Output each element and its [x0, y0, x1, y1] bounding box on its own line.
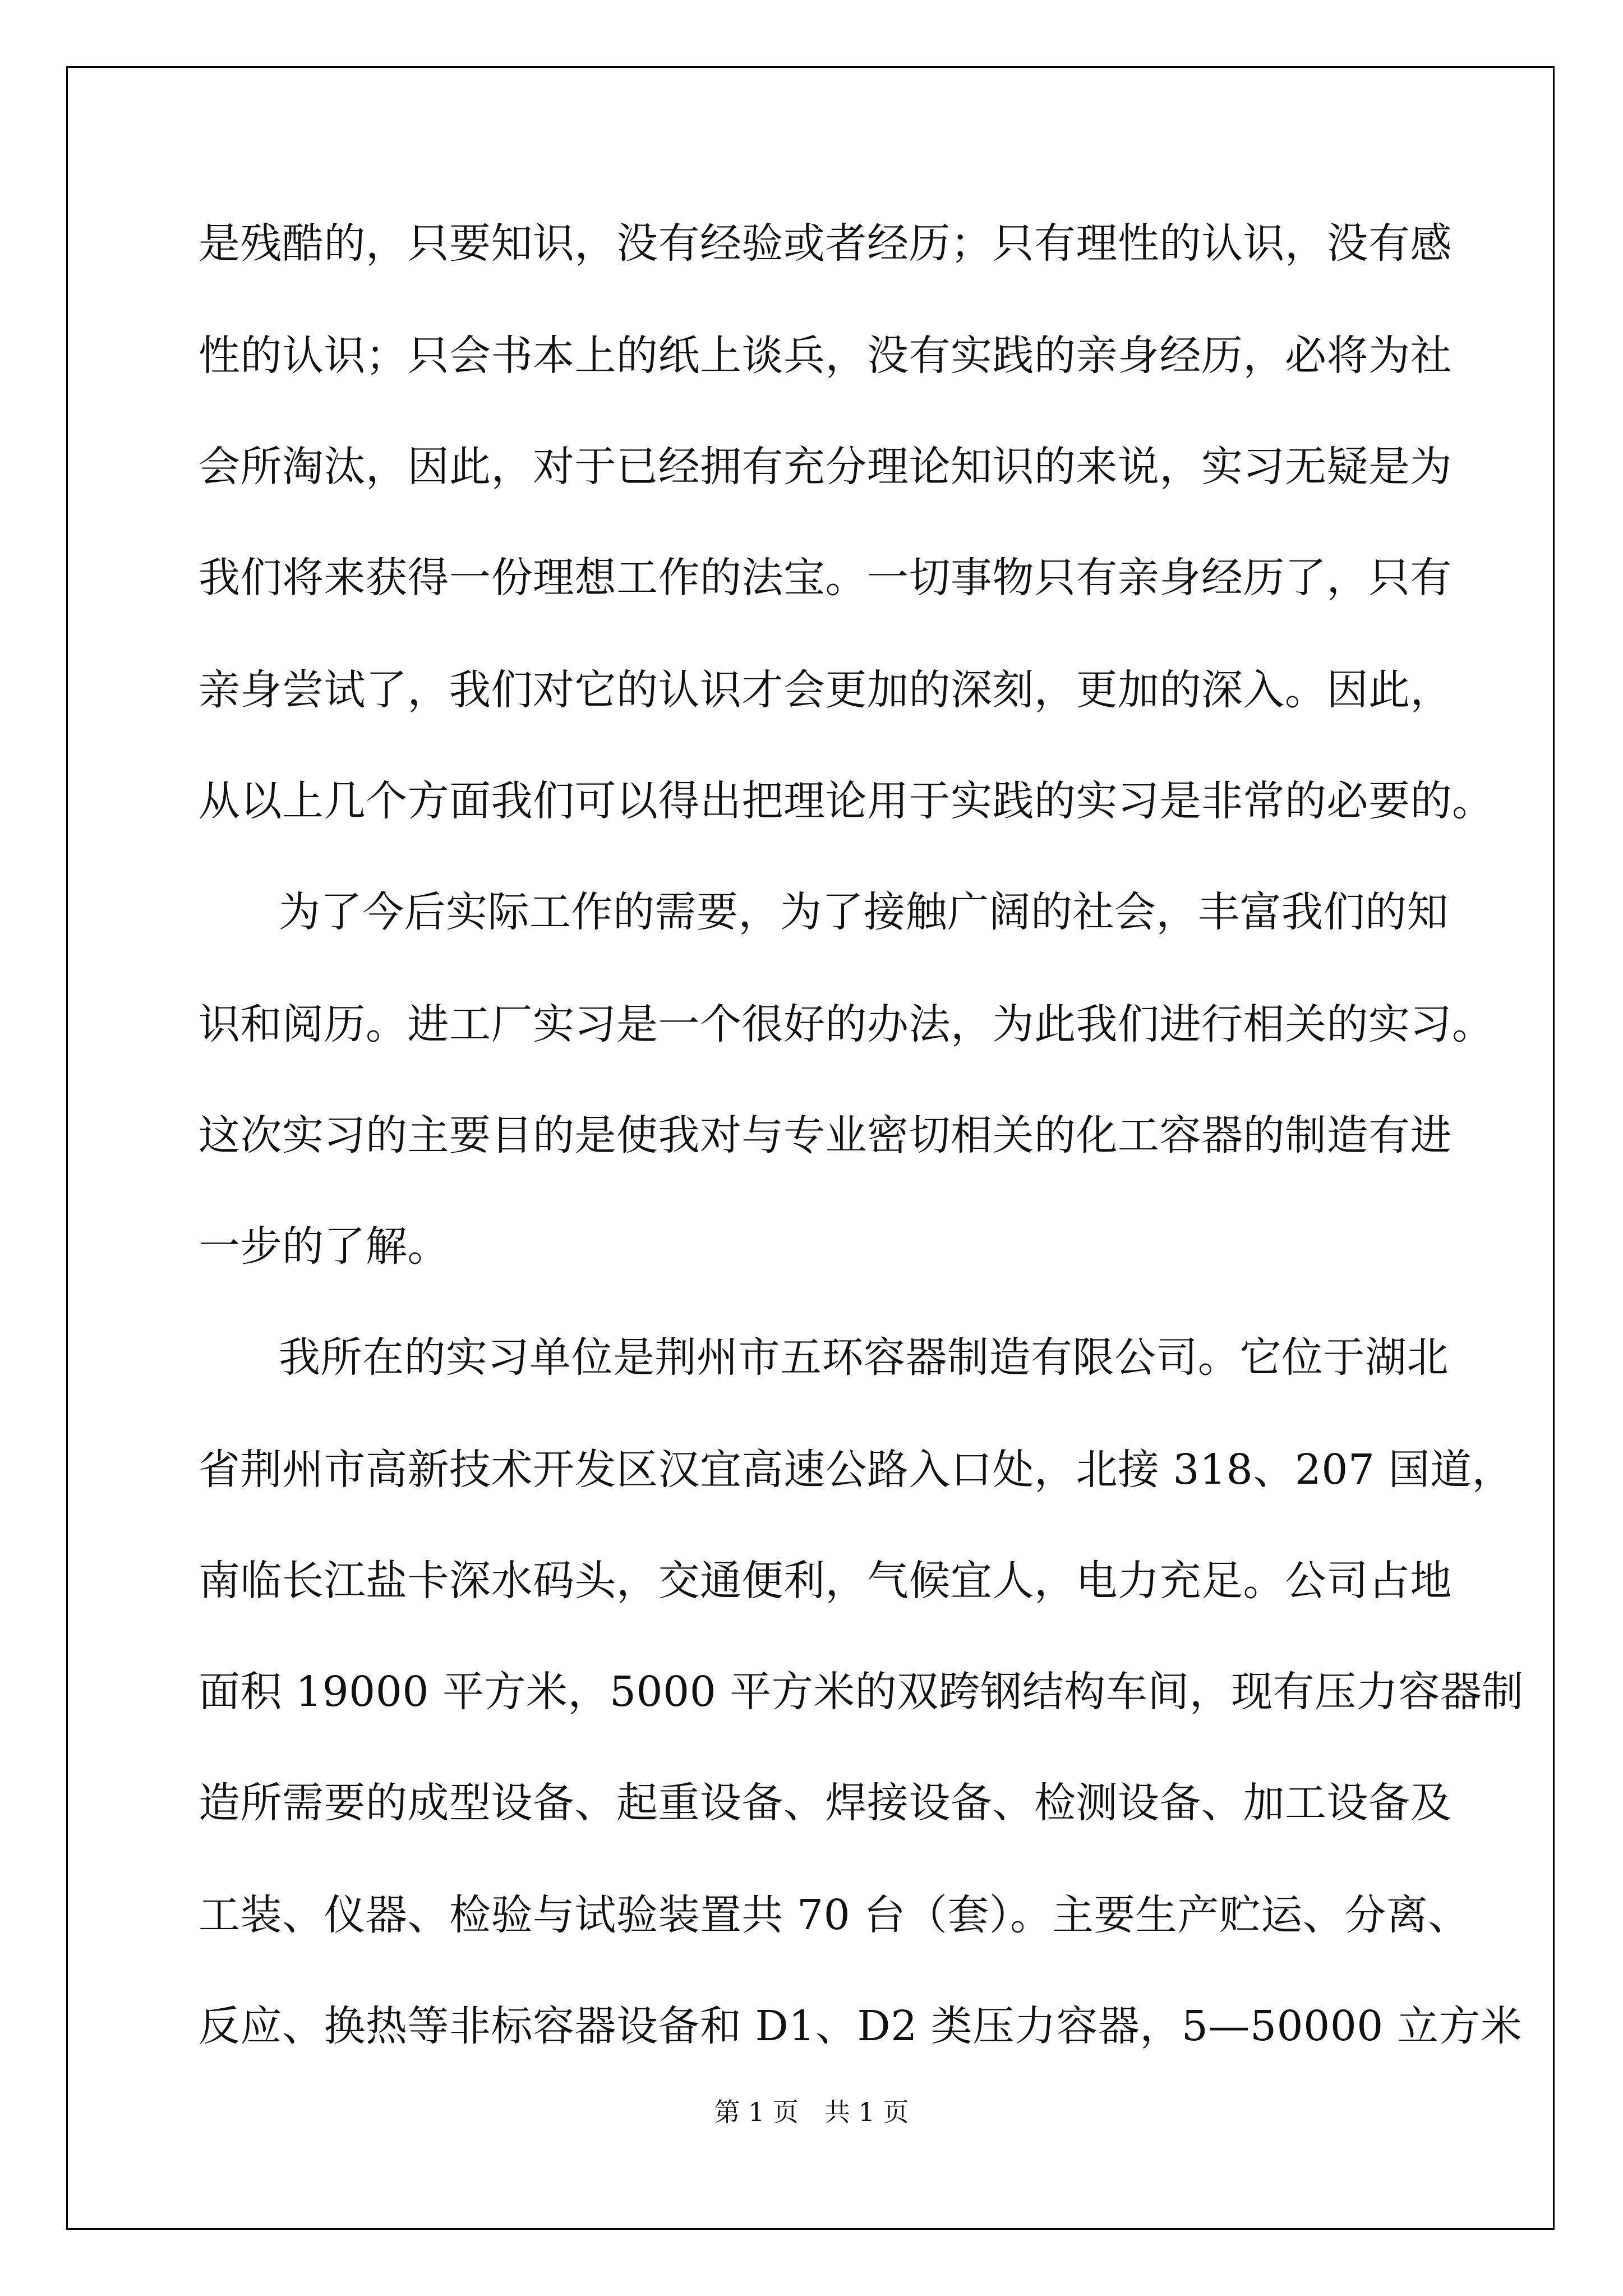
text-line: 识和阅历。进工厂实习是一个很好的办法，为此我们进行相关的实习。 [199, 1000, 1494, 1048]
text-line: 我所在的实习单位是荆州市五环容器制造有限公司。它位于湖北 [279, 1333, 1449, 1382]
text-line: 南临长江盐卡深水码头，交通便利，气候宜人，电力充足。公司占地 [199, 1557, 1452, 1605]
page-footer: 第 1 页 共 1 页 [714, 2097, 909, 2127]
text-line: 我们将来获得一份理想工作的法宝。一切事物只有亲身经历了，只有 [199, 554, 1452, 602]
text-line: 一步的了解。 [199, 1222, 449, 1271]
text-line: 是残酷的，只要知识，没有经验或者经历；只有理性的认识，没有感 [199, 219, 1452, 268]
text-line: 亲身尝试了，我们对它的认识才会更加的深刻，更加的深入。因此， [199, 666, 1452, 714]
text-line: 工装、仪器、检验与试验装置共 70 台（套）。主要生产贮运、分离、 [199, 1891, 1470, 1939]
text-line: 性的认识；只会书本上的纸上谈兵，没有实践的亲身经历，必将为社 [199, 332, 1452, 380]
text-line: 从以上几个方面我们可以得出把理论用于实践的实习是非常的必要的。 [199, 777, 1494, 825]
text-line: 造所需要的成型设备、起重设备、焊接设备、检测设备、加工设备及 [199, 1779, 1452, 1827]
text-line: 反应、换热等非标容器设备和 D1、D2 类压力容器，5—50000 立方米 [199, 2002, 1523, 2050]
text-line: 面积 19000 平方米，5000 平方米的双跨钢结构车间，现有压力容器制 [199, 1668, 1524, 1716]
text-line: 会所淘汰，因此，对于已经拥有充分理论知识的来说，实习无疑是为 [199, 443, 1452, 491]
text-line: 省荆州市高新技术开发区汉宜高速公路入口处，北接 318、207 国道， [199, 1446, 1514, 1494]
text-line: 为了今后实际工作的需要，为了接触广阔的社会，丰富我们的知 [279, 888, 1449, 936]
text-line: 这次实习的主要目的是使我对与专业密切相关的化工容器的制造有进 [199, 1111, 1452, 1159]
